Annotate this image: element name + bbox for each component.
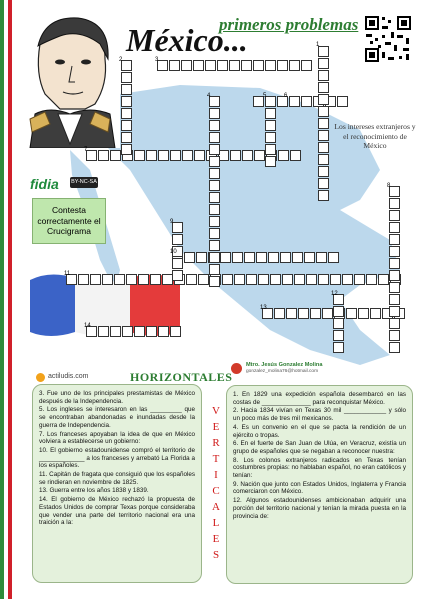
crossword-cell[interactable]	[157, 60, 168, 71]
crossword-cell[interactable]	[170, 326, 181, 337]
crossword-cell[interactable]	[209, 240, 220, 251]
clue-number-label: 8	[387, 183, 391, 189]
crossword-cell[interactable]	[342, 274, 353, 285]
crossword-cell[interactable]	[310, 308, 321, 319]
verticales-letter: S	[212, 549, 220, 561]
page-title: México...	[126, 22, 248, 58]
crossword-cell[interactable]	[337, 96, 348, 107]
crossword-cell[interactable]	[282, 274, 293, 285]
instruction-box	[32, 198, 106, 244]
crossword-cell[interactable]	[121, 132, 132, 143]
crossword-cell[interactable]	[209, 96, 220, 107]
clue-number-label: 7	[84, 147, 88, 153]
crossword-cell[interactable]	[370, 308, 381, 319]
clue-number-label: 11	[64, 271, 71, 277]
apple-icon	[231, 363, 242, 374]
clue-number-label: 6	[284, 93, 288, 99]
crossword-cell[interactable]	[134, 326, 145, 337]
crossword-cell[interactable]	[389, 234, 400, 245]
crossword-cell[interactable]	[333, 330, 344, 341]
crossword-cell[interactable]	[318, 130, 329, 141]
crossword-cell[interactable]	[90, 274, 101, 285]
crossword-cell[interactable]	[196, 252, 207, 263]
crossword-cell[interactable]	[158, 150, 169, 161]
crossword-cell[interactable]	[389, 258, 400, 269]
crossword-cell[interactable]	[254, 150, 265, 161]
clue-v9: 9. Nación que junto con Estados Unidos, Inglaterra y Francia comerciaron con México.	[233, 480, 406, 496]
crossword-cell[interactable]	[389, 186, 400, 197]
author-name: Mtro. Jesús Gonzalez Molina	[246, 362, 323, 368]
crossword-cell[interactable]	[274, 308, 285, 319]
crossword-cell[interactable]	[209, 132, 220, 143]
crossword-cell[interactable]	[265, 120, 276, 131]
crossword-cell[interactable]	[389, 294, 400, 305]
verticales-letter: E	[212, 533, 220, 545]
crossword-cell[interactable]	[389, 306, 400, 317]
clue-number-label: 12	[331, 291, 338, 297]
crossword-cell[interactable]	[358, 308, 369, 319]
crossword-cell[interactable]	[301, 96, 312, 107]
crossword-cell[interactable]	[121, 108, 132, 119]
crossword-cell[interactable]	[182, 150, 193, 161]
crossword-cell[interactable]	[304, 252, 315, 263]
crossword-cell[interactable]	[316, 252, 327, 263]
crossword-cell[interactable]	[170, 150, 181, 161]
crossword-cell[interactable]	[378, 274, 389, 285]
crossword-cell[interactable]	[121, 96, 132, 107]
crossword-cell[interactable]	[318, 46, 329, 57]
crossword-cell[interactable]	[134, 150, 145, 161]
crossword-cell[interactable]	[292, 252, 303, 263]
crossword-cell[interactable]	[354, 274, 365, 285]
instruction-text: Contesta correctamente el Crucigrama	[37, 205, 101, 237]
crossword-cell[interactable]	[346, 308, 357, 319]
crossword-cell[interactable]	[209, 228, 220, 239]
crossword-cell[interactable]	[265, 156, 276, 167]
horizontales-title: HORIZONTALES	[130, 370, 233, 384]
clue-number-label: 14	[84, 323, 91, 329]
verticales-panel	[226, 385, 413, 584]
crossword-cell[interactable]	[121, 72, 132, 83]
clue-number-label: 10	[170, 249, 177, 255]
crossword-cell[interactable]	[389, 342, 400, 353]
crossword-cell[interactable]	[256, 252, 267, 263]
clue-number-label: 3	[155, 57, 159, 63]
crossword-cell[interactable]	[258, 274, 269, 285]
crossword-cell[interactable]	[209, 156, 220, 167]
crossword-cell[interactable]	[205, 60, 216, 71]
crossword-cell[interactable]	[318, 166, 329, 177]
crossword-cell[interactable]	[209, 180, 220, 191]
crossword-cell[interactable]	[330, 274, 341, 285]
crossword-cell[interactable]	[280, 252, 291, 263]
crossword-cell[interactable]	[318, 70, 329, 81]
author-email: gonzalez_molina76@hotmail.com	[246, 369, 319, 374]
fidia-logo: fidia	[30, 176, 59, 192]
crossword-cell[interactable]	[366, 274, 377, 285]
crossword-cell[interactable]	[318, 94, 329, 105]
crossword-cell[interactable]	[181, 60, 192, 71]
crossword-cell[interactable]	[209, 276, 220, 287]
verticales-letter: L	[212, 517, 220, 529]
crossword-cell[interactable]	[318, 190, 329, 201]
verticales-letter: E	[212, 421, 220, 433]
crossword-cell[interactable]	[121, 60, 132, 71]
crossword-cell[interactable]	[102, 274, 113, 285]
crossword-cell[interactable]	[194, 150, 205, 161]
crossword-cell[interactable]	[229, 60, 240, 71]
actiludis-logo-icon	[36, 373, 45, 382]
clue-v6: 6. En el fuerte de San Juan de Ulúa, en Veracruz, existía un grupo de españoles que se negaban a reconocer nuestra:	[233, 440, 406, 455]
crossword-cell[interactable]	[318, 106, 329, 117]
crossword-cell[interactable]	[389, 246, 400, 257]
verticales-letter: R	[212, 437, 220, 449]
crossword-cell[interactable]	[172, 222, 183, 233]
crossword-cell[interactable]	[110, 150, 121, 161]
horizontales-panel	[32, 384, 202, 583]
crossword-cell[interactable]	[242, 150, 253, 161]
map-caption: Los intereses extranjeros y el reconocimiento de México	[334, 122, 416, 150]
crossword-cell[interactable]	[209, 144, 220, 155]
crossword-cell[interactable]	[146, 326, 157, 337]
crossword-cell[interactable]	[389, 222, 400, 233]
crossword-cell[interactable]	[138, 274, 149, 285]
crossword-cell[interactable]	[122, 326, 133, 337]
historical-portrait	[20, 14, 123, 148]
crossword-cell[interactable]	[318, 178, 329, 189]
crossword-cell[interactable]	[265, 108, 276, 119]
crossword-cell[interactable]	[121, 144, 132, 155]
crossword-cell[interactable]	[265, 132, 276, 143]
crossword-cell[interactable]	[230, 150, 241, 161]
verticales-letter: T	[212, 453, 220, 465]
crossword-cell[interactable]	[277, 60, 288, 71]
clue-v4: 4. Es un convenio en el que se pacta la rendición de un ejército o tropas.	[233, 423, 406, 439]
crossword-cell[interactable]	[78, 274, 89, 285]
crossword-cell[interactable]	[121, 120, 132, 131]
verticales-letter: I	[214, 469, 218, 481]
crossword-cell[interactable]	[209, 252, 220, 263]
crossword-cell[interactable]	[328, 252, 339, 263]
clue-v1: 1. En 1829 una expedición española desembarcó en las costas de ______________ para reconquistar México.	[233, 391, 406, 406]
crossword-cell[interactable]	[172, 258, 183, 269]
crossword-cell[interactable]	[184, 252, 195, 263]
crossword-cell[interactable]	[268, 252, 279, 263]
crossword-cell[interactable]	[294, 274, 305, 285]
crossword-cell[interactable]	[114, 274, 125, 285]
crossword-cell[interactable]	[234, 274, 245, 285]
crossword-cell[interactable]	[389, 198, 400, 209]
crossword-cell[interactable]	[172, 270, 183, 281]
crossword-cell[interactable]	[150, 274, 161, 285]
crossword-cell[interactable]	[289, 60, 300, 71]
crossword-cell[interactable]	[121, 84, 132, 95]
clue-h13: 13. Guerra entre los años 1838 y 1839.	[39, 487, 149, 495]
crossword-cell[interactable]	[186, 274, 197, 285]
crossword-cell[interactable]	[172, 234, 183, 245]
qr-code	[363, 14, 413, 64]
clue-number-label: 5	[263, 93, 267, 99]
crossword-cell[interactable]	[98, 150, 109, 161]
clue-number-label: 4	[207, 93, 211, 99]
crossword-cell[interactable]	[98, 326, 109, 337]
crossword-cell[interactable]	[333, 342, 344, 353]
clue-number-label: 2	[119, 57, 123, 63]
clue-h11: 11. Capitán de fragata que consiguió que los españoles se rindieran en noviembre de 1825.	[39, 471, 195, 486]
crossword-cell[interactable]	[209, 108, 220, 119]
crossword-cell[interactable]	[209, 204, 220, 215]
crossword-cell[interactable]	[209, 168, 220, 179]
clue-v12: 12. Algunos estadounidenses ambicionaban adquirir una porción del territorio nacional y tenían la mirada puesta en la provincia de:	[233, 497, 406, 520]
crossword-cell[interactable]	[86, 150, 97, 161]
crossword-cell[interactable]	[110, 326, 121, 337]
crossword-cell[interactable]	[169, 60, 180, 71]
clue-h10: 10. El gobierno estadounidense compró el territorio de _____________ a los franceses y arrebató La Florida a los españoles.	[39, 446, 195, 470]
crossword-cell[interactable]	[389, 282, 400, 293]
crossword-cell[interactable]	[220, 252, 231, 263]
crossword-cell[interactable]	[290, 150, 301, 161]
crossword-cell[interactable]	[146, 150, 157, 161]
crossword-cell[interactable]	[318, 142, 329, 153]
crossword-cell[interactable]	[301, 60, 312, 71]
site-link[interactable]: actiludis.com	[48, 373, 89, 380]
crossword-cell[interactable]	[241, 60, 252, 71]
crossword-cell[interactable]	[306, 274, 317, 285]
crossword-cell[interactable]	[389, 270, 400, 281]
crossword-cell[interactable]	[318, 274, 329, 285]
crossword-cell[interactable]	[158, 326, 169, 337]
crossword-cell[interactable]	[318, 118, 329, 129]
crossword-cell[interactable]	[270, 274, 281, 285]
crossword-cell[interactable]	[289, 96, 300, 107]
crossword-cell[interactable]	[209, 264, 220, 275]
crossword-cell[interactable]	[389, 210, 400, 221]
crossword-cell[interactable]	[209, 216, 220, 227]
crossword-cell[interactable]	[318, 58, 329, 69]
crossword-cell[interactable]	[322, 308, 333, 319]
verticales-letter: V	[212, 405, 220, 417]
flag-stripe-red	[8, 0, 12, 599]
crossword-cell[interactable]	[265, 144, 276, 155]
crossword-cell[interactable]	[298, 308, 309, 319]
crossword-cell[interactable]	[265, 96, 276, 107]
clue-h3: 3. Fue uno de los principales prestamistas de México después de la Independencia.	[39, 390, 195, 405]
page-subtitle: primeros problemas	[219, 15, 359, 34]
crossword-cell[interactable]	[253, 60, 264, 71]
clue-v2: 2. Hacia 1834 vivían en Texas 30 mil ____________ y sólo un poco más de tres mil mexicanos.	[233, 407, 406, 423]
crossword-cell[interactable]	[265, 60, 276, 71]
clue-v8: 8. Los colonos extranjeros radicados en Texas tenían costumbres propias: no hablaban español, no eran católicos y tenían:	[233, 456, 406, 480]
crossword-cell[interactable]	[209, 192, 220, 203]
crossword-cell[interactable]	[333, 318, 344, 329]
crossword-cell[interactable]	[198, 274, 209, 285]
clue-h7: 7. Los franceses apoyaban la idea de que en México volviera a establecerse un gobierno:	[39, 430, 195, 446]
crossword-cell[interactable]	[318, 154, 329, 165]
crossword-cell[interactable]	[217, 60, 228, 71]
cc-license-badge: BY-NC-SA	[70, 177, 98, 188]
clue-number-label: 9	[170, 219, 174, 225]
crossword-cell[interactable]	[389, 318, 400, 329]
clue-number-label: 13	[260, 305, 267, 311]
crossword-cell[interactable]	[286, 308, 297, 319]
crossword-cell[interactable]	[278, 150, 289, 161]
crossword-cell[interactable]	[318, 82, 329, 93]
crossword-cell[interactable]	[246, 274, 257, 285]
clue-h14: 14. El gobierno de México rechazó la propuesta de Estados Unidos de comprar Texas porque consideraba que vender una parte del territorio nacional era una traición a la:	[39, 496, 195, 527]
crossword-cell[interactable]	[333, 306, 344, 317]
crossword-cell[interactable]	[209, 120, 220, 131]
crossword-cell[interactable]	[389, 330, 400, 341]
crossword-cell[interactable]	[222, 274, 233, 285]
clue-h5: 5. Los ingleses se interesaron en las _________ que se encontraban abandonadas e inundadas desde la guerra de Independencia.	[39, 406, 195, 429]
clue-number-label: 1	[316, 42, 320, 48]
crossword-cell[interactable]	[232, 252, 243, 263]
verticales-letter: A	[212, 501, 220, 513]
crossword-cell[interactable]	[126, 274, 137, 285]
crossword-cell[interactable]	[244, 252, 255, 263]
verticales-letter: C	[212, 485, 220, 497]
crossword-cell[interactable]	[193, 60, 204, 71]
